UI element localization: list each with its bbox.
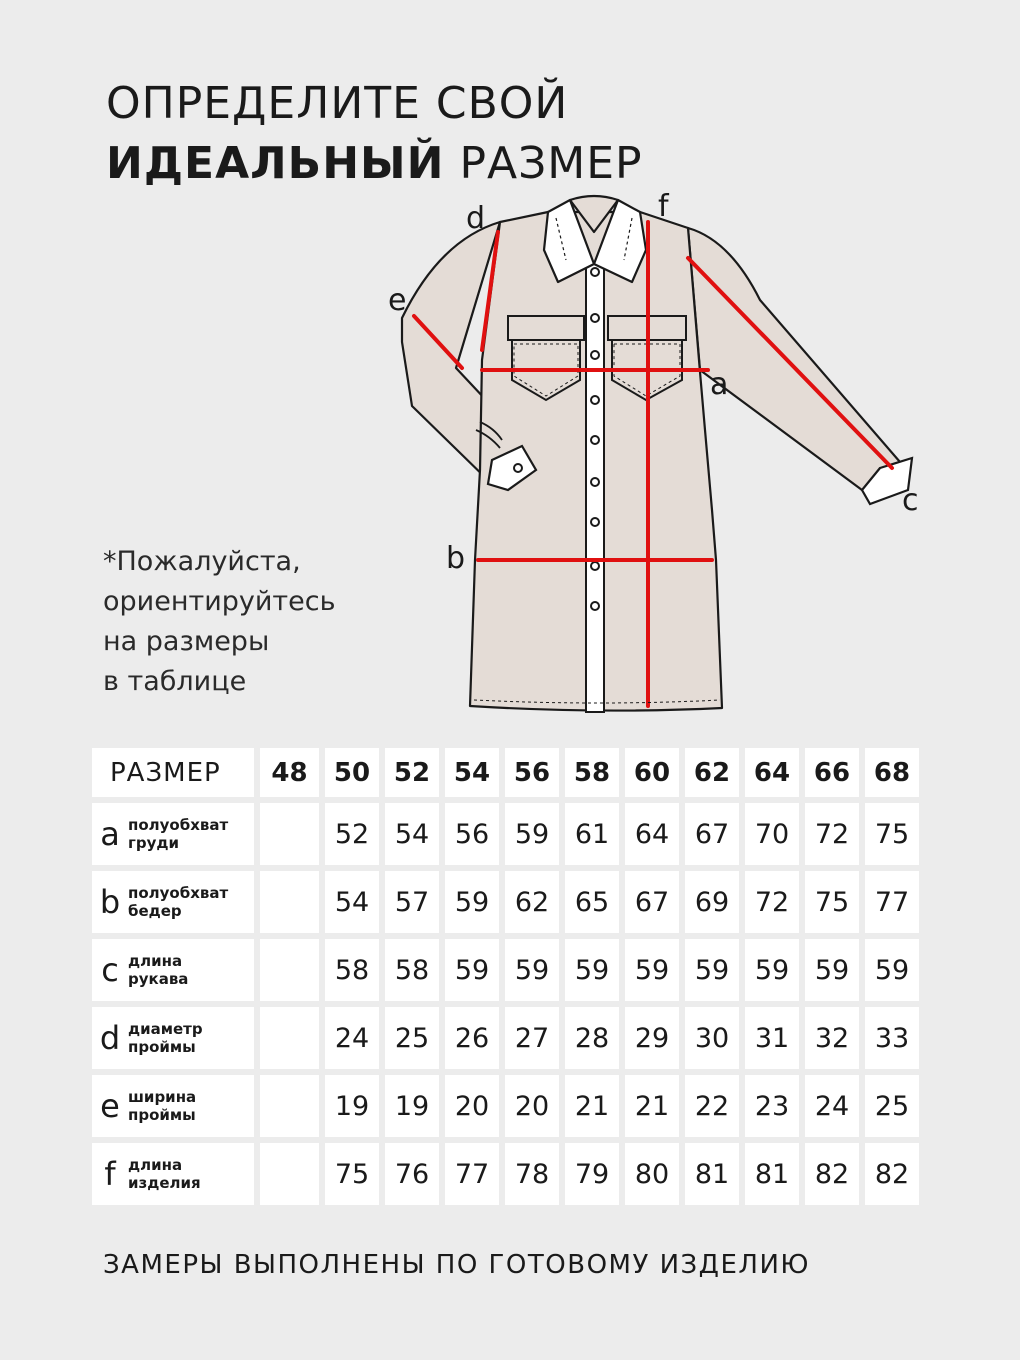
label-d: d	[466, 201, 486, 236]
table-cell	[260, 871, 319, 933]
size-header-cell: 52	[385, 748, 439, 797]
row-description: полуобхват груди	[128, 816, 229, 852]
table-cell: 79	[565, 1143, 619, 1205]
table-cell: 78	[505, 1143, 559, 1205]
label-a: a	[710, 367, 729, 402]
table-cell: 33	[865, 1007, 919, 1069]
footer-note: ЗАМЕРЫ ВЫПОЛНЕНЫ ПО ГОТОВОМУ ИЗДЕЛИЮ	[103, 1250, 810, 1280]
table-cell: 56	[445, 803, 499, 865]
table-cell	[260, 1075, 319, 1137]
size-header-cell: 68	[865, 748, 919, 797]
table-cell: 59	[505, 939, 559, 1001]
table-cell: 54	[385, 803, 439, 865]
button	[591, 351, 599, 359]
table-cell: 59	[745, 939, 799, 1001]
table-cell: 69	[685, 871, 739, 933]
table-cell: 28	[565, 1007, 619, 1069]
table-cell: 20	[505, 1075, 559, 1137]
table-cell	[260, 1007, 319, 1069]
table-cell: 26	[445, 1007, 499, 1069]
row-label-cell	[92, 871, 254, 933]
table-row	[92, 939, 919, 1001]
table-cell: 27	[505, 1007, 559, 1069]
table-cell: 32	[805, 1007, 859, 1069]
table-cell: 58	[325, 939, 379, 1001]
table-cell: 31	[745, 1007, 799, 1069]
table-cell: 65	[565, 871, 619, 933]
table-cell: 59	[625, 939, 679, 1001]
label-c: c	[902, 483, 919, 518]
table-cell	[260, 803, 319, 865]
size-header-cell: 50	[325, 748, 379, 797]
table-cell: 72	[745, 871, 799, 933]
table-cell: 24	[325, 1007, 379, 1069]
table-cell: 54	[325, 871, 379, 933]
row-letter: d	[99, 1019, 121, 1057]
shirt-dress-diagram	[380, 180, 960, 720]
table-cell: 25	[385, 1007, 439, 1069]
table-cell: 25	[865, 1075, 919, 1137]
size-header-cell: 60	[625, 748, 679, 797]
label-e: e	[388, 283, 407, 318]
table-cell: 57	[385, 871, 439, 933]
button	[591, 562, 599, 570]
table-cell: 59	[685, 939, 739, 1001]
table-cell: 59	[865, 939, 919, 1001]
size-header-cell: 58	[565, 748, 619, 797]
table-cell: 67	[625, 871, 679, 933]
table-cell: 77	[445, 1143, 499, 1205]
table-cell: 19	[325, 1075, 379, 1137]
row-letter: b	[99, 883, 121, 921]
table-cell: 75	[325, 1143, 379, 1205]
table-cell: 70	[745, 803, 799, 865]
table-header-row	[92, 748, 919, 797]
row-label-cell	[92, 939, 254, 1001]
table-row	[92, 803, 919, 865]
table-cell: 82	[805, 1143, 859, 1205]
table-cell: 21	[565, 1075, 619, 1137]
table-cell: 64	[625, 803, 679, 865]
table-cell: 20	[445, 1075, 499, 1137]
button	[591, 314, 599, 322]
header-label: РАЗМЕР	[110, 757, 221, 788]
button	[591, 518, 599, 526]
table-cell: 59	[445, 939, 499, 1001]
button	[591, 478, 599, 486]
row-letter: a	[100, 815, 120, 853]
table-cell: 75	[805, 871, 859, 933]
table-cell: 22	[685, 1075, 739, 1137]
button	[591, 396, 599, 404]
size-header-cell: 62	[685, 748, 739, 797]
table-cell: 67	[685, 803, 739, 865]
table-cell: 19	[385, 1075, 439, 1137]
table-cell: 62	[505, 871, 559, 933]
table-cell	[260, 1143, 319, 1205]
size-header-cell: 66	[805, 748, 859, 797]
size-table	[86, 742, 925, 1211]
table-row	[92, 1075, 919, 1137]
table-cell: 81	[745, 1143, 799, 1205]
label-f: f	[658, 189, 669, 224]
table-cell: 58	[385, 939, 439, 1001]
table-cell: 52	[325, 803, 379, 865]
table-cell: 24	[805, 1075, 859, 1137]
table-cell: 59	[505, 803, 559, 865]
row-description: полуобхват бедер	[128, 884, 229, 920]
table-cell: 76	[385, 1143, 439, 1205]
size-header-cell: 56	[505, 748, 559, 797]
table-cell: 59	[805, 939, 859, 1001]
row-letter: f	[104, 1155, 116, 1193]
size-header-cell: 64	[745, 748, 799, 797]
size-note: *Пожалуйста, ориентируйтесь на размеры в таблице	[103, 546, 336, 697]
button	[591, 268, 599, 276]
page-title-line-1: ОПРЕДЕЛИТЕ СВОЙ	[106, 78, 569, 129]
row-description: диаметр проймы	[128, 1020, 203, 1056]
left-pocket-flap	[508, 316, 584, 340]
table-cell: 23	[745, 1075, 799, 1137]
table-cell: 75	[865, 803, 919, 865]
button	[591, 602, 599, 610]
page-title-bold: ИДЕАЛЬНЫЙ	[106, 138, 445, 189]
table-cell: 61	[565, 803, 619, 865]
table-row	[92, 1143, 919, 1205]
size-header-cell: 48	[260, 748, 319, 797]
table-row	[92, 871, 919, 933]
row-description: длина изделия	[128, 1156, 201, 1192]
row-description: ширина проймы	[128, 1088, 197, 1124]
table-cell: 80	[625, 1143, 679, 1205]
row-label-cell	[92, 1007, 254, 1069]
row-description: длина рукава	[128, 952, 189, 988]
table-cell: 81	[685, 1143, 739, 1205]
right-sleeve	[688, 228, 900, 490]
row-label-cell	[92, 1143, 254, 1205]
table-cell: 29	[625, 1007, 679, 1069]
table-cell: 77	[865, 871, 919, 933]
row-label-cell	[92, 1075, 254, 1137]
row-letter: e	[100, 1087, 120, 1125]
row-letter: c	[101, 951, 119, 989]
table-cell: 72	[805, 803, 859, 865]
size-header-cell: 54	[445, 748, 499, 797]
table-cell: 59	[445, 871, 499, 933]
button	[591, 436, 599, 444]
table-cell	[260, 939, 319, 1001]
table-cell: 59	[565, 939, 619, 1001]
table-cell: 30	[685, 1007, 739, 1069]
table-cell: 82	[865, 1143, 919, 1205]
label-b: b	[446, 541, 466, 576]
table-cell: 21	[625, 1075, 679, 1137]
page-title-rest: РАЗМЕР	[444, 138, 643, 189]
header-label-cell	[92, 748, 254, 797]
table-row	[92, 1007, 919, 1069]
row-label-cell	[92, 803, 254, 865]
